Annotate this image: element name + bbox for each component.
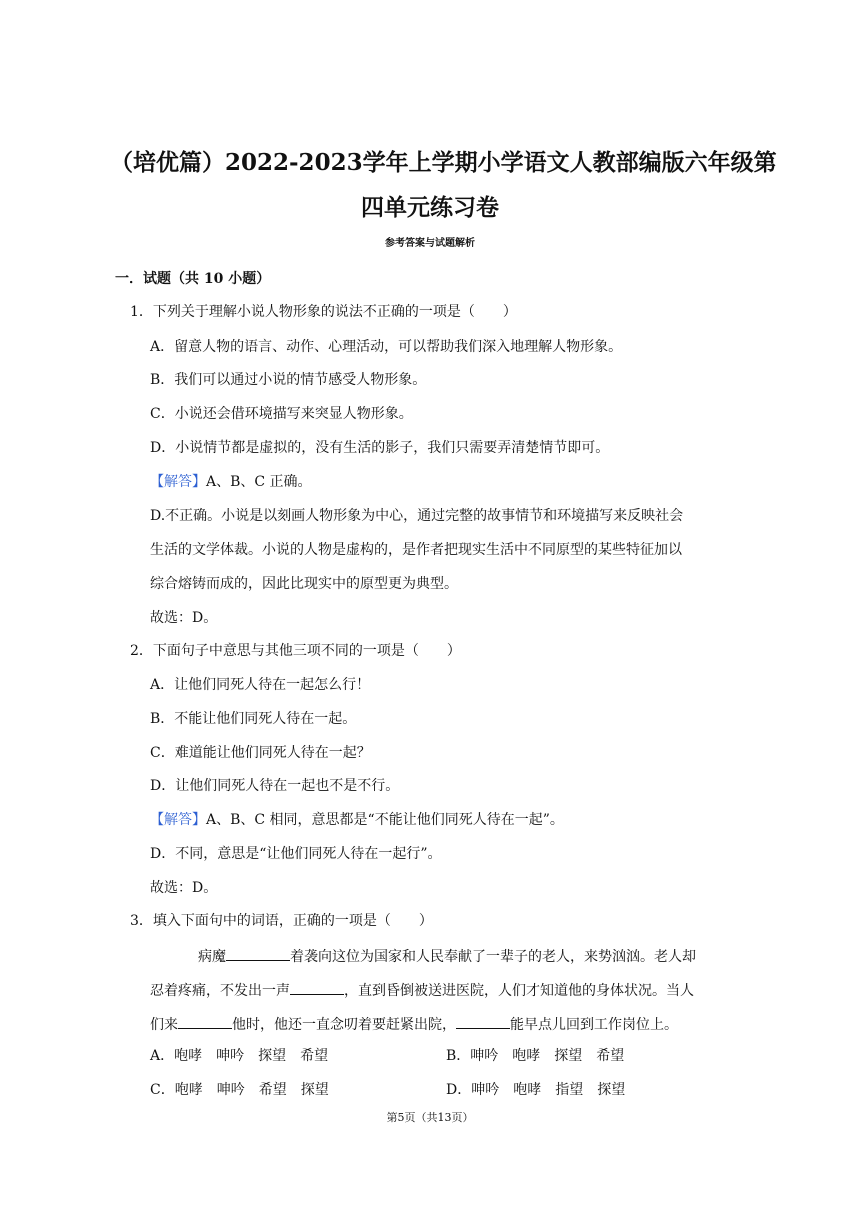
answer-tag: 【解答】 [150, 474, 206, 490]
q2-analysis-line-1: D．不同，意思是“让他们同死人待在一起行”。 [150, 846, 442, 862]
q2-option-b: B．不能让他们同死人待在一起。 [150, 711, 357, 727]
passage-text: 忍着疼痛，不发出一声 [150, 983, 290, 999]
q3-stem: 3．填入下面句中的词语，正确的一项是（ ） [130, 913, 433, 929]
q1-stem: 1．下列关于理解小说人物形象的说法不正确的一项是（ ） [130, 304, 517, 320]
page-number: 第5页（共13页） [386, 1111, 474, 1124]
answer-tag: 【解答】 [150, 812, 206, 828]
q2-option-a: A．让他们同死人待在一起怎么行！ [150, 677, 371, 693]
q3-passage-line-3 [150, 1014, 678, 1035]
passage-text: 他时，他还一直念叨着要赶紧出院， [232, 1017, 456, 1033]
passage-text: 病魔 [198, 949, 226, 965]
passage-text: 们来 [150, 1017, 178, 1033]
passage-text: 着袭向这位为国家和人民奉献了一辈子的老人，来势汹汹。老人却 [290, 949, 696, 965]
passage-text: 能早点儿回到工作岗位上。 [510, 1017, 678, 1033]
q2-option-d: D．让他们同死人待在一起也不是不行。 [150, 778, 400, 794]
q2-answer-text: A、B、C 相同，意思都是“不能让他们同死人待在一起”。 [206, 812, 564, 828]
q3-option-b: B．呻吟 咆哮 探望 希望 [446, 1048, 625, 1064]
q3-passage-line-2 [150, 980, 694, 1001]
q1-answer [150, 472, 312, 492]
q1-option-a: A．留意人物的语言、动作、心理活动，可以帮助我们深入地理解人物形象。 [150, 339, 623, 355]
section-heading: 一．试题（共 10 小题） [115, 271, 271, 287]
q1-analysis-line-1: D.不正确。小说是以刻画人物形象为中心，通过完整的故事情节和环境描写来反映社会 [150, 508, 684, 524]
q1-choice: 故选：D。 [150, 610, 218, 626]
q3-option-c: C．咆哮 呻吟 希望 探望 [150, 1082, 329, 1098]
q1-option-c: C．小说还会借环境描写来突显人物形象。 [150, 406, 413, 422]
q3-option-a: A．咆哮 呻吟 探望 希望 [150, 1048, 329, 1064]
q2-answer [150, 810, 564, 830]
q3-option-d: D．呻吟 咆哮 指望 探望 [446, 1082, 626, 1098]
passage-text: ，直到昏倒被送进医院，人们才知道他的身体状况。当人 [344, 983, 694, 999]
q1-answer-text: A、B、C 正确。 [206, 474, 312, 490]
q2-choice: 故选：D。 [150, 880, 218, 896]
fill-blank-1 [226, 946, 290, 961]
q2-stem: 2．下面句子中意思与其他三项不同的一项是（ ） [130, 643, 461, 659]
fill-blank-2 [290, 980, 344, 995]
q1-analysis-line-3: 综合熔铸而成的，因此比现实中的原型更为典型。 [150, 576, 458, 592]
fill-blank-4 [456, 1014, 510, 1029]
q1-analysis-line-2: 生活的文学体裁。小说的人物是虚构的，是作者把现实生活中不同原型的某些特征加以 [150, 542, 682, 558]
fill-blank-3 [178, 1014, 232, 1029]
document-subtitle: 参考答案与试题解析 [385, 238, 475, 249]
q1-option-b: B．我们可以通过小说的情节感受人物形象。 [150, 372, 427, 388]
document-title-line-1: （培优篇）2022-2023学年上学期小学语文人教部编版六年级第 [110, 149, 777, 176]
document-title-line-2: 四单元练习卷 [361, 194, 499, 221]
q2-option-c: C．难道能让他们同死人待在一起？ [150, 745, 371, 761]
q1-option-d: D．小说情节都是虚拟的，没有生活的影子，我们只需要弄清楚情节即可。 [150, 440, 610, 456]
q3-passage-line-1 [198, 946, 696, 967]
